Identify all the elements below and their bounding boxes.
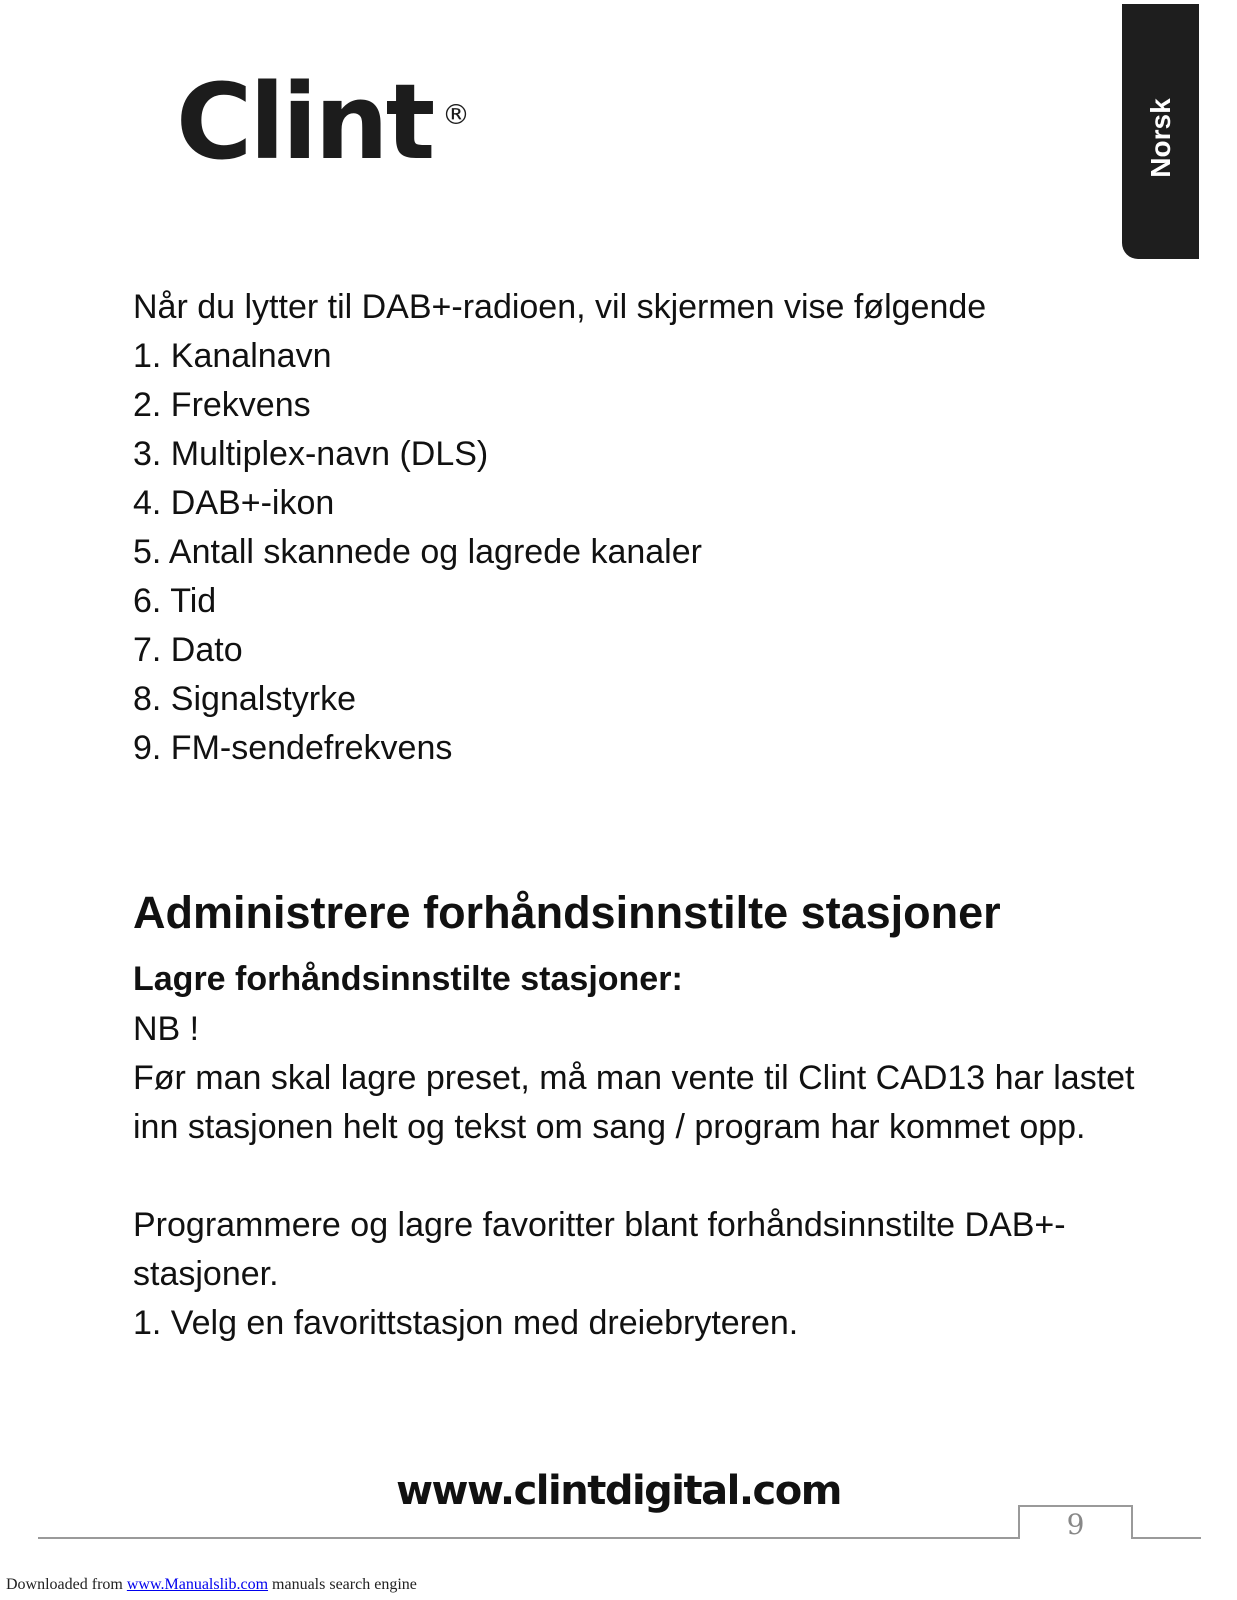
brand-logo: Clint [176,61,433,183]
list-item: 8. Signalstyrke [133,680,356,718]
list-item: 9. FM-sendefrekvens [133,729,453,767]
list-item: 2. Frekvens [133,386,311,424]
download-credit [6,1576,417,1594]
step-item: 1. Velg en favorittstasjon med dreiebryteren. [133,1304,799,1342]
list-item: 7. Dato [133,631,243,669]
list-item: 6. Tid [133,582,217,620]
paragraph-spacer [133,1152,1143,1201]
registered-mark: ® [442,98,470,131]
list-item: 1. Kanalnavn [133,337,332,375]
footer-rule-left [38,1537,1018,1539]
manualslib-link[interactable]: www.Manualslib.com [126,1576,269,1593]
list-item: 3. Multiplex-navn (DLS) [133,435,489,473]
language-tab-label: Norsk [1144,98,1176,178]
list-item: 5. Antall skannede og lagrede kanaler [133,533,702,571]
note-text: Før man skal lagre preset, må man vente til Clint CAD13 har lastet inn stasjonen helt og tekst om sang / program har kommet opp. [133,1059,1135,1146]
note-label: NB ! [133,1010,200,1048]
section-subheading: Lagre forhåndsinnstilte stasjoner: [133,960,683,998]
download-credit-suffix: manuals search engine [268,1576,417,1593]
intro-text: Når du lytter til DAB+-radioen, vil skjermen vise følgende [133,288,987,326]
footer-rule-right [1131,1537,1201,1539]
preset-section [133,953,1143,1348]
download-credit-prefix: Downloaded from [6,1576,127,1593]
section-title: Administrere forhåndsinnstilte stasjoner [133,887,1001,938]
list-item: 4. DAB+-ikon [133,484,335,522]
website-url: www.clintdigital.com [396,1468,841,1514]
section-paragraph: Programmere og lagre favoritter blant forhåndsinnstilte DAB+-stasjoner. [133,1206,1066,1293]
display-items-list [133,332,1143,773]
page-number: 9 [1066,1508,1085,1541]
display-info-section [133,283,1143,773]
language-tab [1122,4,1199,259]
